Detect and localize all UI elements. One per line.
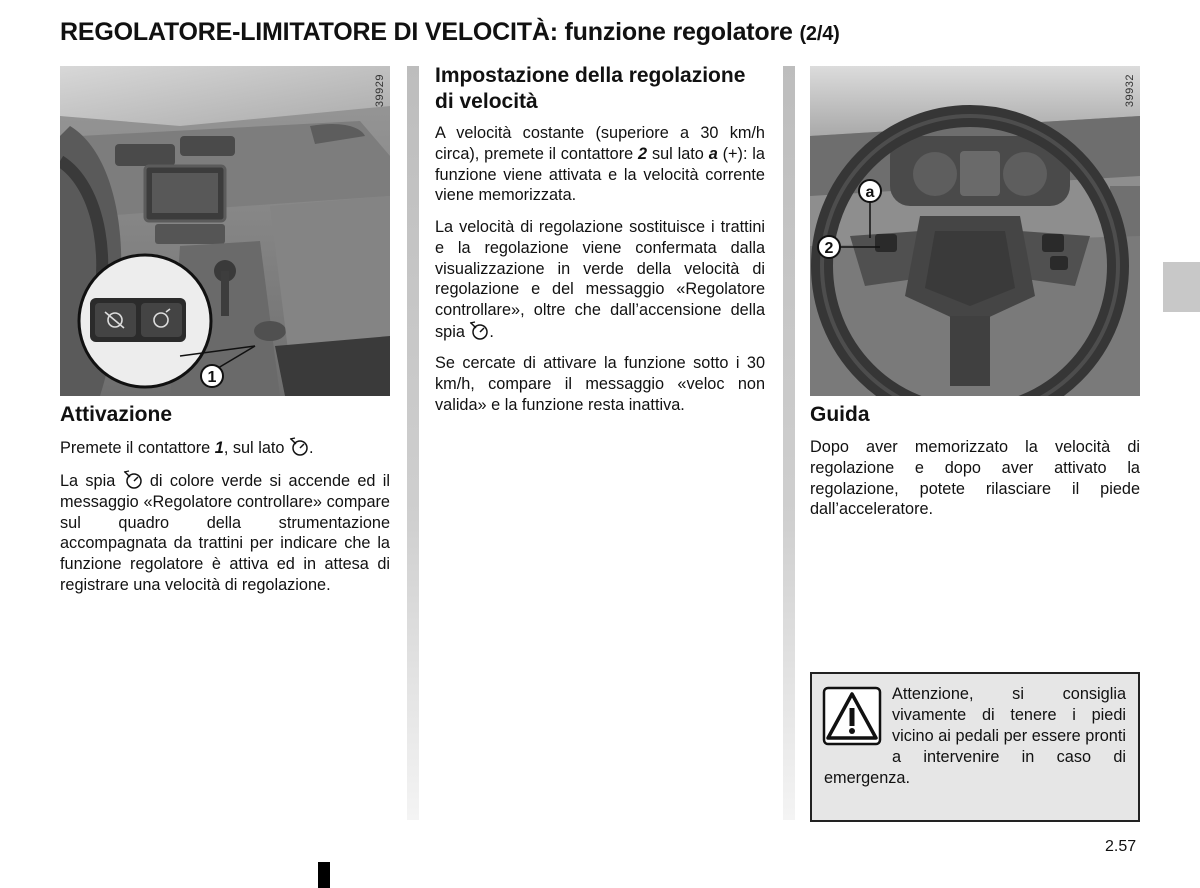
print-crop-mark	[318, 862, 330, 888]
callout-label-a: a	[865, 184, 875, 201]
callout-label-1: 1	[207, 369, 217, 386]
warning-text-body: Attenzione, si consiglia vivamente di tenere i piedi vicino ai pedali per essere pronti a intervenire in caso di emergenza.	[824, 685, 1126, 787]
cruise-control-icon	[289, 437, 309, 457]
heading-guida: Guida	[810, 403, 870, 426]
col2-paragraph-2	[435, 217, 765, 343]
col1-p1-contactor-ref: 1	[214, 439, 224, 457]
col2-p1-text-c: sul lato	[647, 144, 709, 163]
col2-p1-contactor-ref: 2	[638, 144, 648, 163]
column-separator-2	[783, 66, 795, 820]
col1-paragraph-1	[60, 437, 390, 459]
page-number: 2.57	[1105, 838, 1137, 855]
col1-p2-text-a: La spia	[60, 472, 123, 490]
cruise-control-icon	[469, 321, 489, 341]
col1-paragraph-2	[60, 470, 390, 596]
col2-paragraph-1	[435, 123, 765, 206]
warning-text	[824, 684, 1126, 789]
col2-p1-text-e: (+): la funzione viene attivata e la velocità corrente viene memorizzata.	[435, 144, 765, 205]
dashboard-illustration	[60, 66, 390, 396]
col3-paragraph-1: Dopo aver memorizzato la velocità di regolazione e dopo aver attivato la regolazione, potete rilasciare il piede dall’acceleratore.	[810, 438, 1140, 519]
figure-number-right: 39932	[1124, 74, 1136, 108]
col2-p1-side-ref: a	[708, 144, 718, 163]
page-title	[60, 18, 840, 47]
col1-p2-text-b: di colore verde si accende ed il messaggio «Regolatore controllare» compare sul quadro della strumentazione accompagnata da trattini per indicare che la funzione regolatore è attiva ed in attesa di registrare una velocità di regolazione.	[60, 472, 390, 594]
col2-p2-text-b: .	[489, 322, 494, 341]
callout-label-2: 2	[824, 240, 834, 257]
figure-number-left: 39929	[374, 74, 386, 108]
title-text: REGOLATORE-LIMITATORE DI VELOCITÀ: funzione regolatore	[60, 18, 793, 46]
steering-wheel-illustration	[810, 66, 1140, 396]
figure-steering-wheel	[810, 66, 1140, 396]
cruise-control-icon	[123, 470, 143, 490]
title-page-indicator: (2/4)	[799, 23, 840, 45]
heading-impostazione: Impostazione della regolazione di velocità	[435, 64, 746, 113]
chapter-side-tab	[1163, 262, 1200, 312]
warning-icon-spacer	[824, 684, 892, 764]
heading-attivazione: Attivazione	[60, 403, 173, 426]
col2-p2-text-a: La velocità di regolazione sostituisce i trattini e la regolazione viene confermata dalla visualizzazione in verde della velocità di regolazione e del messaggio «Regolatore controllare», oltre che dall’accensione della spia	[435, 218, 765, 341]
column-separator-1	[407, 66, 419, 820]
col2-p1-text-a: A velocità costante (superiore a 30 km/h circa), premete il contattore	[435, 124, 765, 163]
warning-box	[810, 672, 1140, 822]
col1-p1-text-d: .	[308, 439, 314, 457]
figure-dashboard-console	[60, 66, 390, 396]
col2-paragraph-3: Se cercate di attivare la funzione sotto i 30 km/h, compare il messaggio «veloc non valida» e la funzione resta inattiva.	[435, 354, 765, 414]
col1-p1-text-c: , sul lato	[223, 439, 289, 457]
col1-p1-text-a: Premete il contattore	[60, 439, 215, 457]
